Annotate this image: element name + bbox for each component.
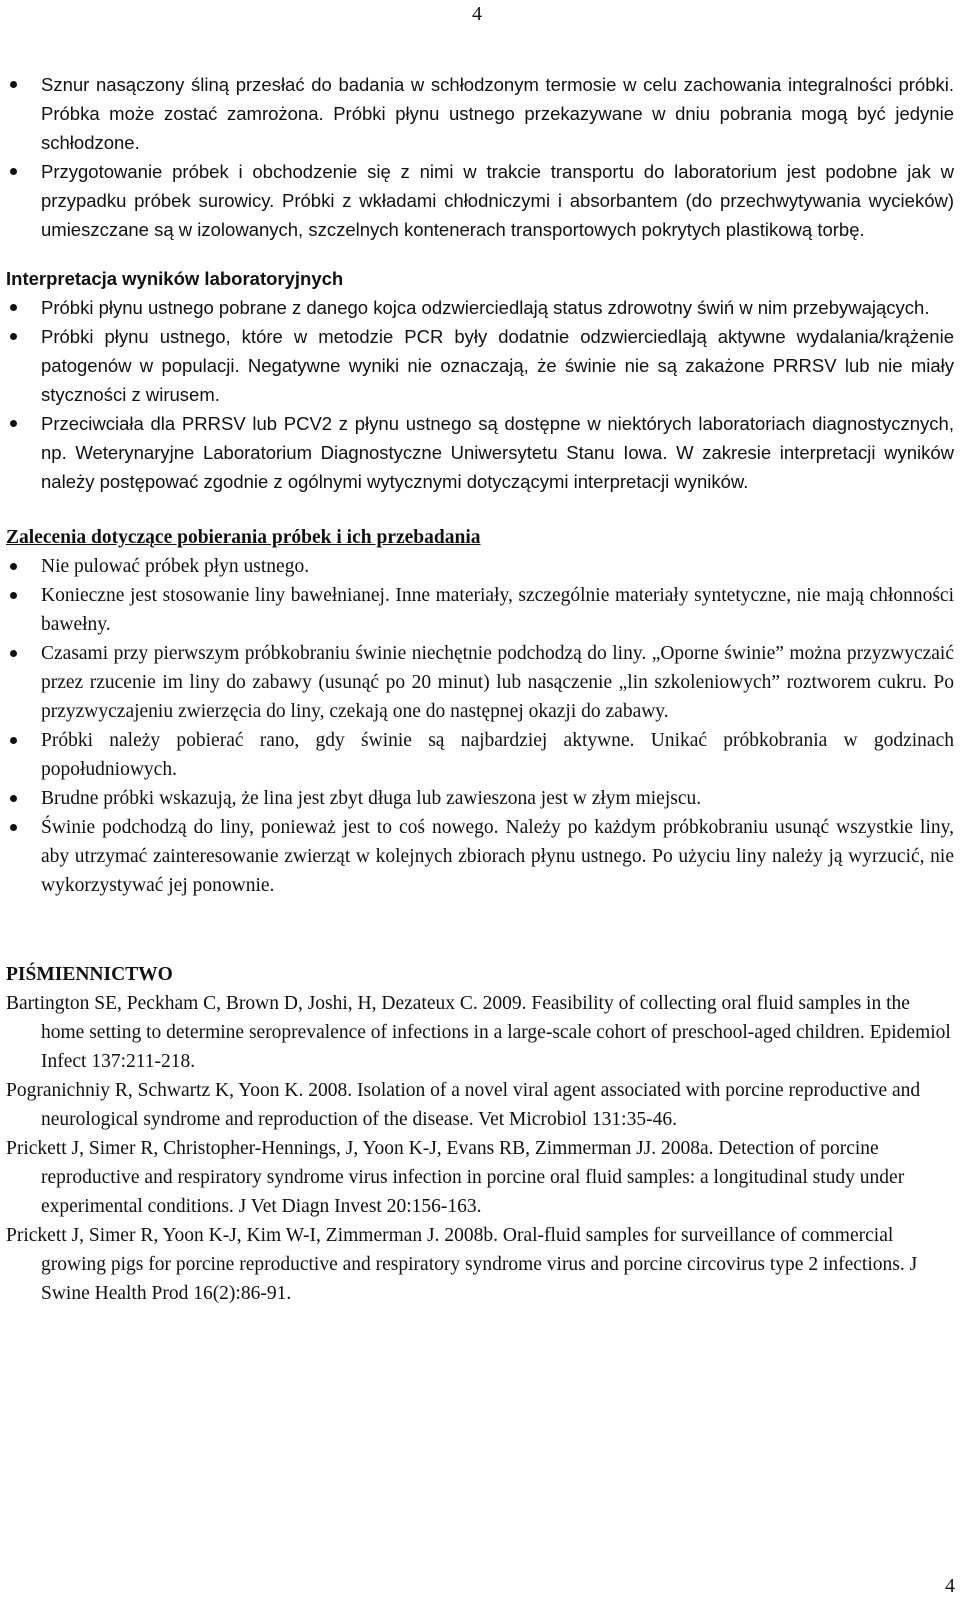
reference-item: Pogranichniy R, Schwartz K, Yoon K. 2008. Isolation of a novel viral agent associated with porcine reproductive and neurological syndrome and reproduction of the disease. Vet Microbiol 131:35-46. xyxy=(6,1080,921,1130)
reference-item: Prickett J, Simer R, Christopher-Hennings, J, Yoon K-J, Evans RB, Zimmerman JJ. 2008a. Detection of porcine reproductive and respiratory syndrome virus infection in porcine oral fluid samples: a longitudinal study under experimental conditions. J Vet Diagn Invest 20:156-163. xyxy=(6,1138,905,1217)
references-list xyxy=(6,989,954,1308)
list-item-text: Próbki płynu ustnego, które w metodzie PCR były dodatnie odzwierciedlają aktywne wydalania/krążenie patogenów w populacji. Negatywne wyniki nie oznaczają, że świnie nie są zakażone PRRSV lub nie miały styczności z wirusem. xyxy=(41,326,954,405)
bullet-icon xyxy=(10,168,17,175)
document-body xyxy=(6,0,954,1308)
bullet-icon xyxy=(10,650,17,657)
list-item-text: Czasami przy pierwszym próbkobraniu świnie niechętnie podchodzą do liny. „Oporne świnie” można przyzwyczaić przez rzucenie im liny do zabawy (usunąć po 20 minut) lub nasączenie „lin szkoleniowych” roztworem cukru. Po przyzwyczajeniu zwierzęcia do liny, czekają one do następnej okazji do zabawy. xyxy=(41,643,954,722)
bullet-icon xyxy=(10,304,17,311)
reference-item: Bartington SE, Peckham C, Brown D, Joshi, H, Dezateux C. 2009. Feasibility of collecting oral fluid samples in the home setting to determine seroprevalence of infections in a large-scale cohort of preschool-aged children. Epidemiol Infect 137:211-218. xyxy=(6,993,951,1072)
list-item xyxy=(6,581,954,639)
recommendations-list xyxy=(6,552,954,900)
bullet-icon xyxy=(10,81,17,88)
list-item-text: Przeciwciała dla PRRSV lub PCV2 z płynu ustnego są dostępne w niektórych laboratoriach diagnostycznych, np. Weterynaryjne Laboratorium Diagnostyczne Uniwersytetu Stanu Iowa. W zakresie interpretacji wyników należy postępować zgodnie z ogólnymi wytycznymi dotyczącymi interpretacji wyników. xyxy=(41,413,954,492)
bullet-icon xyxy=(10,795,17,802)
page-number-bottom: 4 xyxy=(945,1575,955,1597)
interpretation-heading: Interpretacja wyników laboratoryjnych xyxy=(6,268,344,289)
list-item xyxy=(6,322,954,409)
reference-item: Prickett J, Simer R, Yoon K-J, Kim W-I, Zimmerman J. 2008b. Oral-fluid samples for surveillance of commercial growing pigs for porcine reproductive and respiratory syndrome virus and porcine circovirus type 2 infections. J Swine Health Prod 16(2):86-91. xyxy=(6,1225,918,1304)
interpretation-list xyxy=(6,293,954,496)
list-item xyxy=(6,70,954,157)
list-item xyxy=(6,409,954,496)
list-item-text: Konieczne jest stosowanie liny bawełnianej. Inne materiały, szczególnie materiały syntetyczne, nie mają chłonności bawełny. xyxy=(41,585,954,635)
list-item-text: Próbki płynu ustnego pobrane z danego kojca odzwierciedlają status zdrowotny świń w nim przebywających. xyxy=(41,297,930,318)
bullet-icon xyxy=(10,824,17,831)
bullet-icon xyxy=(10,563,17,570)
recommendations-heading: Zalecenia dotyczące pobierania próbek i ich przebadania xyxy=(6,527,481,548)
bullet-icon xyxy=(10,420,17,427)
list-item xyxy=(6,639,954,726)
list-item-text: Przygotowanie próbek i obchodzenie się z nimi w trakcie transportu do laboratorium jest podobne jak w przypadku próbek surowicy. Próbki z wkładami chłodniczymi i absorbantem (do przechwytywania wycieków) umieszczane są w izolowanych, szczelnych kontenerach transportowych pokrytych plastikową torbę. xyxy=(41,161,954,240)
bullet-icon xyxy=(10,592,17,599)
bullet-icon xyxy=(10,737,17,744)
list-item-text: Świnie podchodzą do liny, ponieważ jest to coś nowego. Należy po każdym próbkobraniu usunąć wszystkie liny, aby utrzymać zainteresowanie zwierząt w kolejnych zbiorach płynu ustnego. Po użyciu liny należy ją wyrzucić, nie wykorzystywać jej ponownie. xyxy=(41,817,954,896)
references-heading: PIŚMIENNICTWO xyxy=(6,964,173,985)
transport-list xyxy=(6,70,954,244)
list-item-text: Próbki należy pobierać rano, gdy świnie są najbardziej aktywne. Unikać próbkobrania w godzinach popołudniowych. xyxy=(41,730,954,780)
bullet-icon xyxy=(10,333,17,340)
list-item xyxy=(6,293,954,322)
list-item-text: Sznur nasączony śliną przesłać do badania w schłodzonym termosie w celu zachowania integralności próbki. Próbka może zostać zamrożona. Próbki płynu ustnego przekazywane w dniu pobrania mogą być jedynie schłodzone. xyxy=(41,74,954,153)
list-item xyxy=(6,157,954,244)
list-item xyxy=(6,552,954,581)
list-item-text: Brudne próbki wskazują, że lina jest zbyt długa lub zawieszona jest w złym miejscu. xyxy=(41,788,702,809)
list-item xyxy=(6,726,954,784)
list-item xyxy=(6,784,954,813)
list-item-text: Nie pulować próbek płyn ustnego. xyxy=(41,556,310,577)
page-number-top: 4 xyxy=(472,3,482,25)
list-item xyxy=(6,813,954,900)
